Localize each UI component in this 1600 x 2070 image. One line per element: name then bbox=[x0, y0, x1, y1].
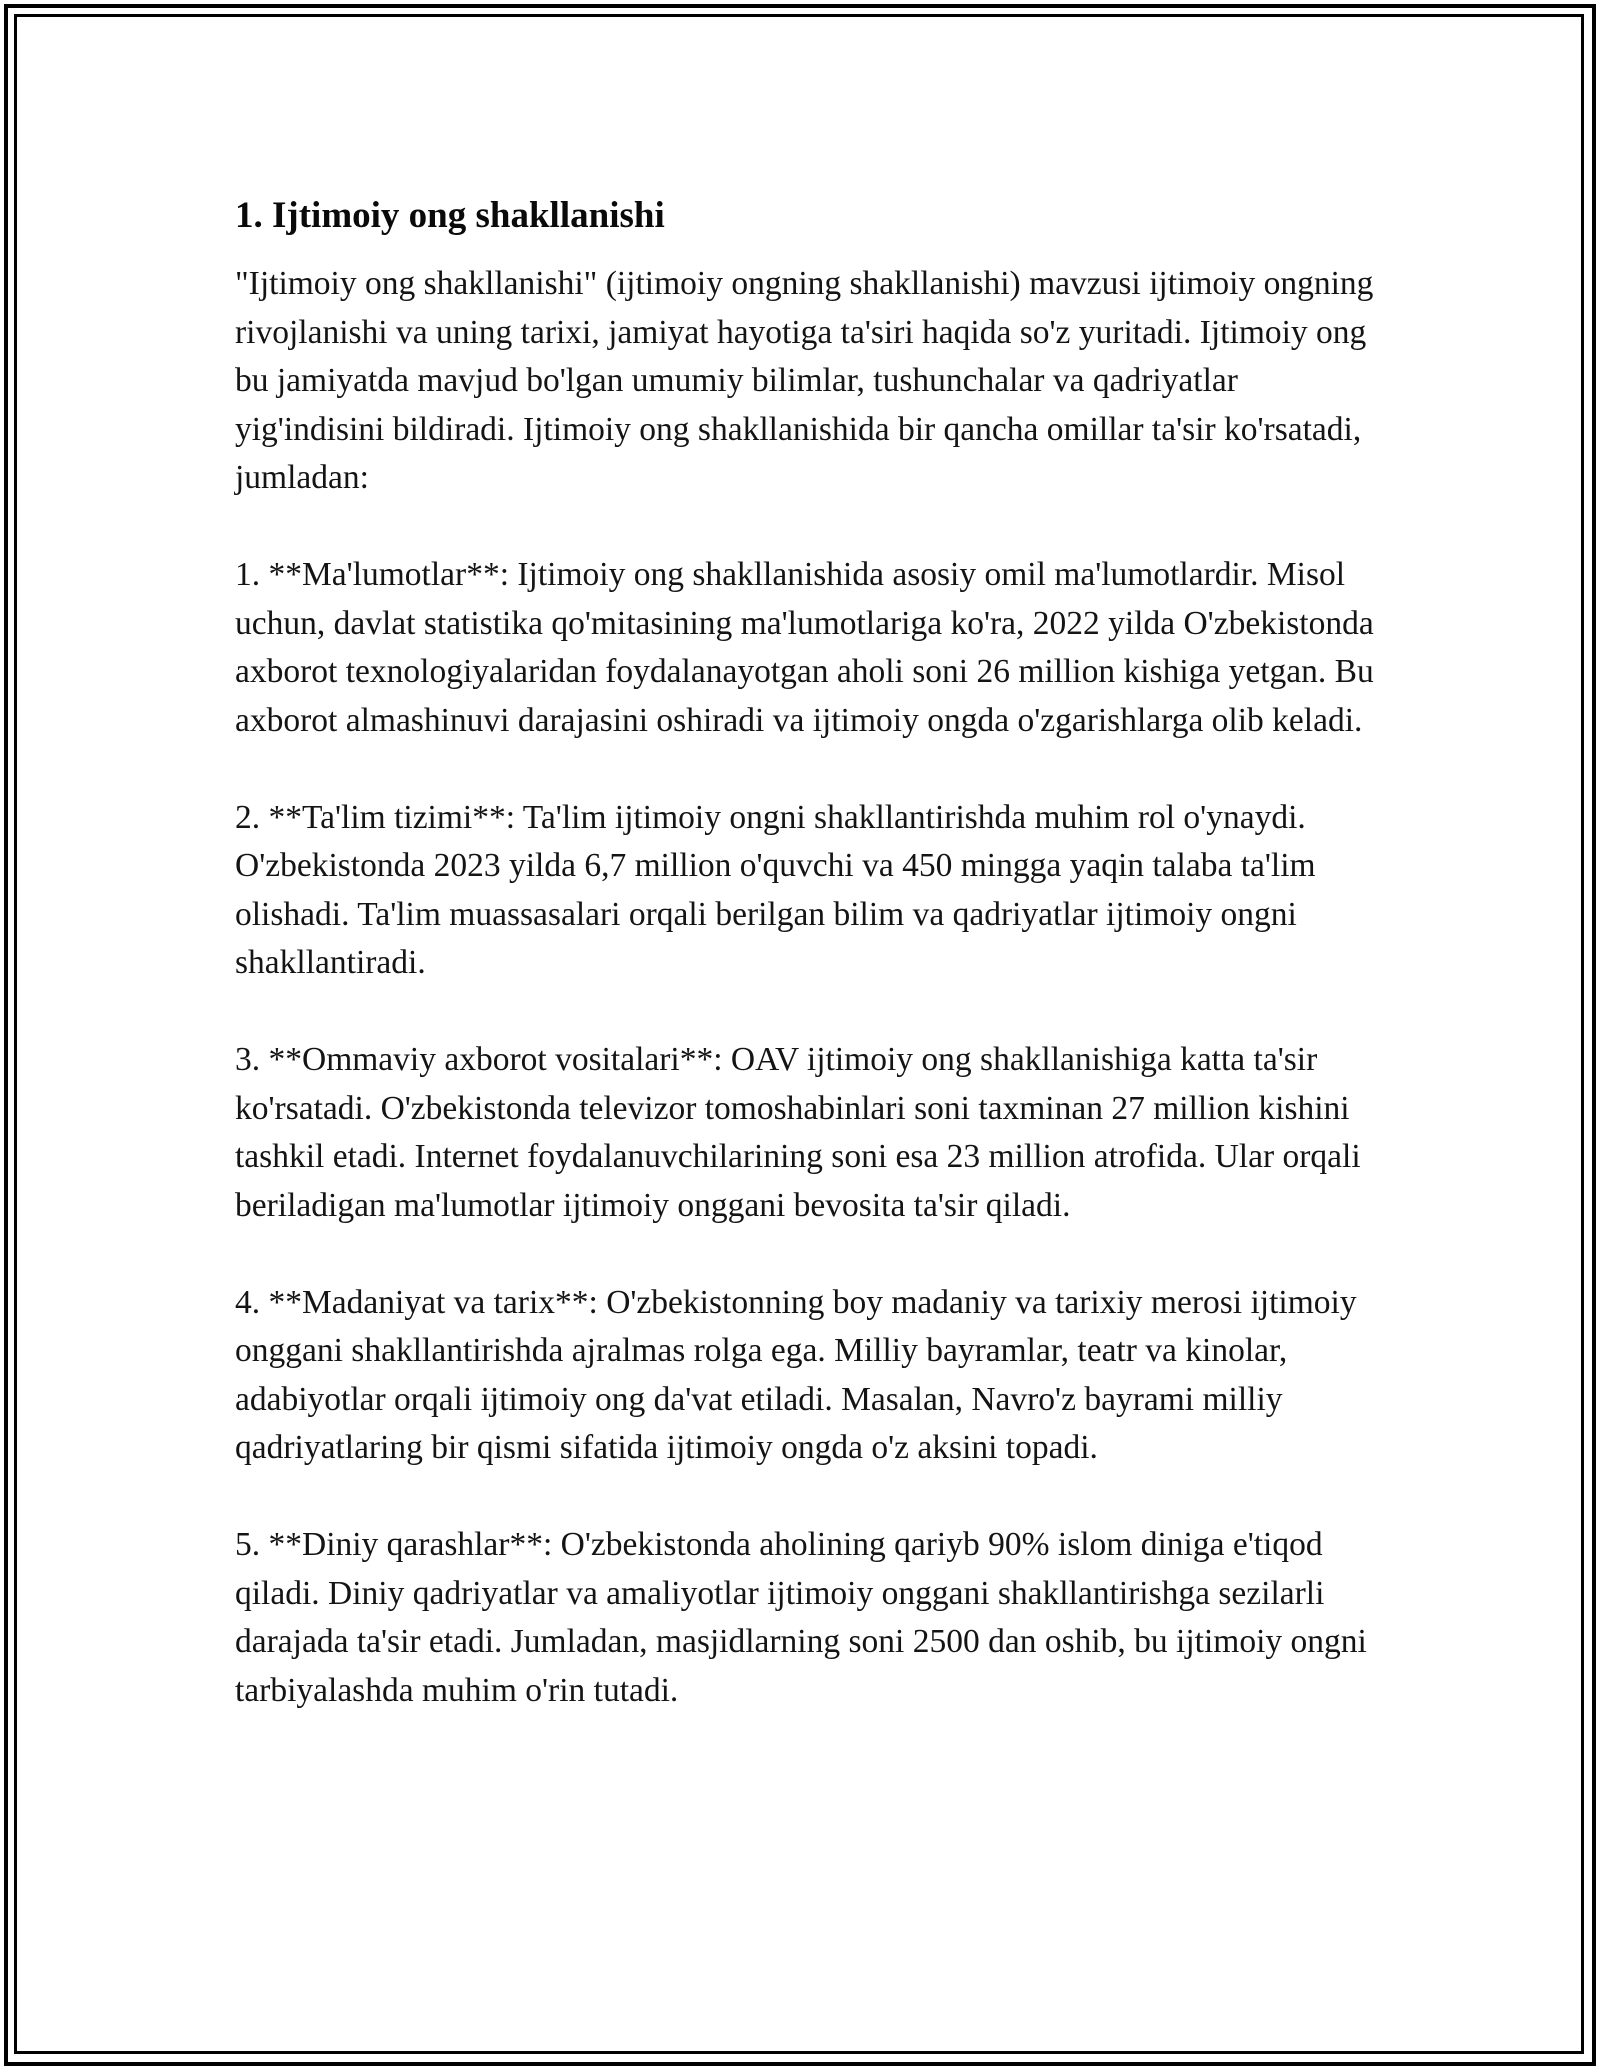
list-item-diniy-qarashlar: 5. **Diniy qarashlar**: O'zbekistonda aholining qariyb 90% islom diniga e'tiqod qiladi. Diniy qadriyatlar va amaliyotlar ijtimoiy onggani shakllantirishga sezilarli darajada ta'sir etadi. Jumladan, masjidlarning soni 2500 dan oshib, bu ijtimoiy ongni tarbiyalashda muhim o'rin tutadi. bbox=[235, 1526, 1367, 1709]
list-item-talim-tizimi: 2. **Ta'lim tizimi**: Ta'lim ijtimoiy ongni shakllantirishda muhim rol o'ynaydi. O'zbekistonda 2023 yilda 6,7 million o'quvchi va 450 mingga yaqin talaba ta'lim olishadi. Ta'lim muassasalari orqali berilgan bilim va qadriyatlar ijtimoiy ongni shakllantiradi. bbox=[235, 798, 1316, 981]
section-title: 1. Ijtimoiy ong shakllanishi bbox=[235, 195, 665, 236]
document-body bbox=[235, 188, 1385, 1715]
list-item-malumotlar: 1. **Ma'lumotlar**: Ijtimoiy ong shakllanishida asosiy omil ma'lumotlardir. Misol uchun, davlat statistika qo'mitasining ma'lumotlariga ko'ra, 2022 yilda O'zbekistonda axborot texnologiyalaridan foydalanayotgan aholi soni 26 million kishiga yetgan. Bu axborot almashinuvi darajasini oshiradi va ijtimoiy ongda o'zgarishlarga olib keladi. bbox=[235, 556, 1374, 739]
list-item-ommaviy-axborot: 3. **Ommaviy axborot vositalari**: OAV ijtimoiy ong shakllanishiga katta ta'sir ko'rsatadi. O'zbekistonda televizor tomoshabinlari soni taxminan 27 million kishini tashkil etadi. Internet foydalanuvchilarining soni esa 23 million atrofida. Ular orqali beriladigan ma'lumotlar ijtimoiy onggani bevosita ta'sir qiladi. bbox=[235, 1041, 1361, 1224]
list-item-madaniyat-tarix: 4. **Madaniyat va tarix**: O'zbekistonning boy madaniy va tarixiy merosi ijtimoiy onggani shakllantirishda ajralmas rolga ega. Milliy bayramlar, teatr va kinolar, adabiyotlar orqali ijtimoiy ong da'vat etiladi. Masalan, Navro'z bayrami milliy qadriyatlaring bir qismi sifatida ijtimoiy ongda o'z aksini topadi. bbox=[235, 1283, 1357, 1466]
intro-paragraph: "Ijtimoiy ong shakllanishi" (ijtimoiy ongning shakllanishi) mavzusi ijtimoiy ongning rivojlanishi va uning tarixi, jamiyat hayotiga ta'siri haqida so'z yuritadi. Ijtimoiy ong bu jamiyatda mavjud bo'lgan umumiy bilimlar, tushunchalar va qadriyatlar yig'indisini bildiradi. Ijtimoiy ong shakllanishida bir qancha omillar ta'sir ko'rsatadi, jumladan: bbox=[235, 265, 1374, 496]
